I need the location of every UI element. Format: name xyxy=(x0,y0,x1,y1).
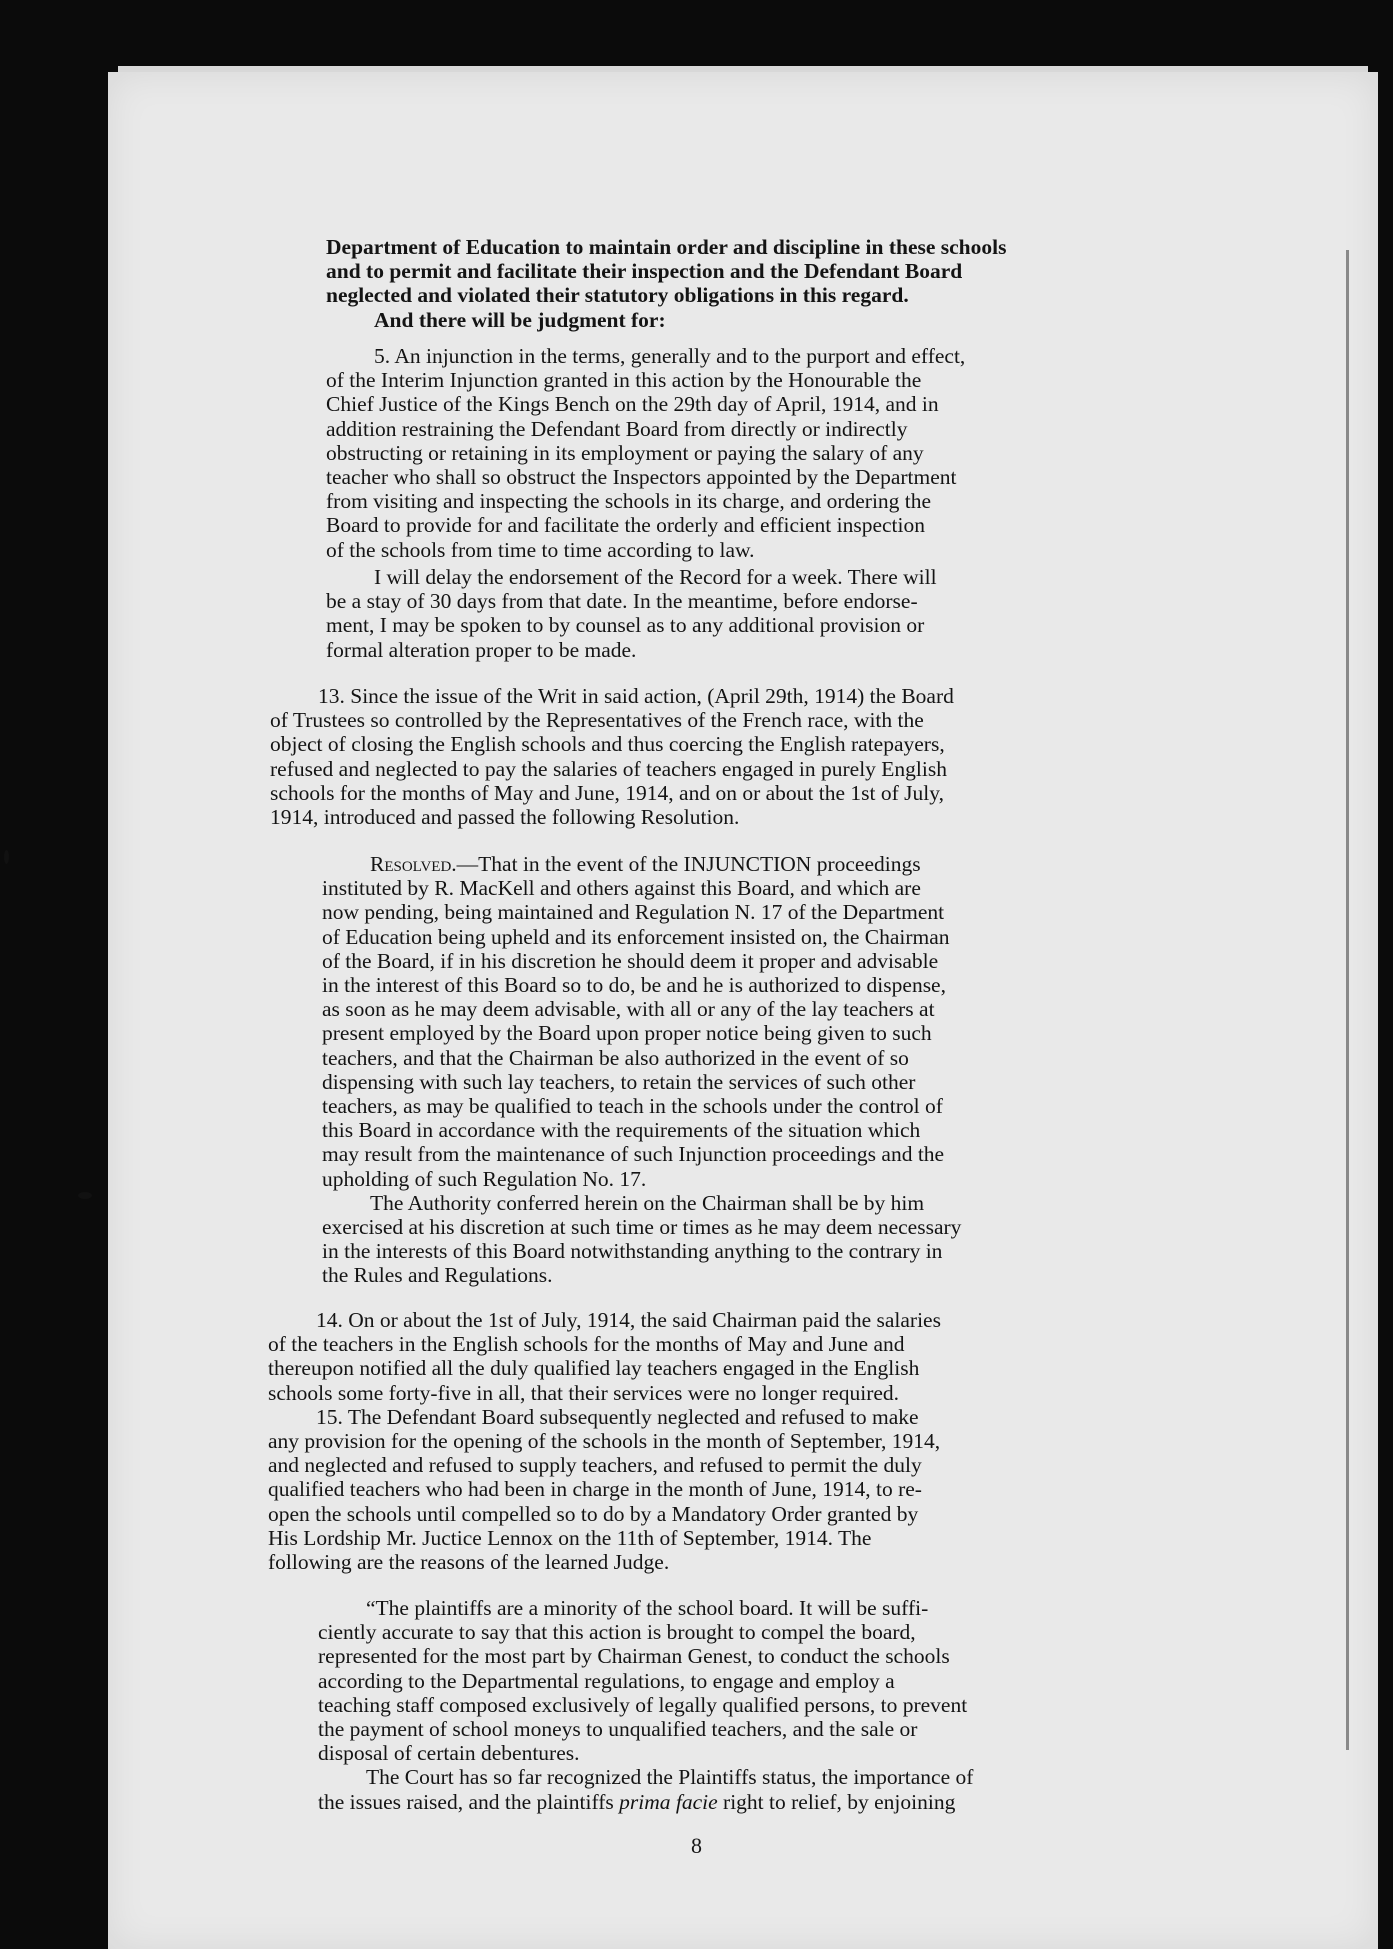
section-continuation xyxy=(326,235,1168,332)
text-line: Chief Justice of the Kings Bench on the 29th day of April, 1914, and in xyxy=(326,392,939,417)
resolved-label: Resolved xyxy=(370,852,452,876)
text-line: His Lordship Mr. Juctice Lennox on the 11th of September, 1914. The xyxy=(268,1525,872,1550)
text-line: The Court has so far recognized the Plaintiffs status, the importance of xyxy=(366,1765,974,1790)
scan-speck xyxy=(78,1192,92,1199)
binding-edge xyxy=(1346,250,1349,1750)
scan-speck xyxy=(4,850,9,864)
text-line: as soon as he may deem advisable, with all or any of the lay teachers at xyxy=(322,997,935,1022)
italic-term: prima facie xyxy=(619,1789,718,1814)
text-line: .—That in the event of the INJUNCTION proceedings xyxy=(451,852,921,876)
text-line: any provision for the opening of the schools in the month of September, 1914, xyxy=(268,1429,941,1454)
text-line: of Trustees so controlled by the Representatives of the French race, with the xyxy=(270,708,924,733)
text-line: the payment of school moneys to unqualified teachers, and the sale or xyxy=(318,1717,918,1742)
text-line: be a stay of 30 days from that date. In the meantime, before endorse- xyxy=(326,589,918,614)
text-span: the issues raised, and the plaintiffs xyxy=(318,1789,620,1814)
text-line: of the Board, if in his discretion he should deem it proper and advisable xyxy=(322,948,939,973)
paragraphs-14-15 xyxy=(268,1308,1164,1574)
text-line: schools some forty-five in all, that their services were no longer required. xyxy=(268,1380,900,1405)
text-line: open the schools until compelled so to do by a Mandatory Order granted by xyxy=(268,1501,919,1526)
text-line: teaching staff composed exclusively of legally qualified persons, to prevent xyxy=(318,1692,968,1717)
page-number: 8 xyxy=(691,1833,702,1858)
text-line: Department of Education to maintain order and discipline in these schools xyxy=(326,235,1007,259)
text-line: refused and neglected to pay the salaries of teachers engaged in purely English xyxy=(270,756,947,781)
text-line: I will delay the endorsement of the Record for a week. There will xyxy=(374,565,937,589)
text-line: obstructing or retaining in its employment or paying the salary of any xyxy=(326,440,924,465)
text-line: of the schools from time to time according to law. xyxy=(326,537,755,562)
text-line: following are the reasons of the learned Judge. xyxy=(268,1550,670,1575)
text-line: disposal of certain debentures. xyxy=(318,1741,580,1766)
text-line xyxy=(318,1790,1164,1814)
text-line: teacher who shall so obstruct the Inspectors appointed by the Department xyxy=(326,465,957,490)
text-line: now pending, being maintained and Regulation N. 17 of the Department xyxy=(322,900,945,925)
paragraph-13 xyxy=(270,684,1166,829)
text-line: the Rules and Regulations. xyxy=(322,1263,553,1288)
text-line: qualified teachers who had been in charge in the month of June, 1914, to re- xyxy=(268,1477,922,1502)
text-line: in the interests of this Board notwithstanding anything to the contrary in xyxy=(322,1239,943,1264)
text-line: 5. An injunction in the terms, generally and to the purport and effect, xyxy=(374,344,966,368)
text-line: may result from the maintenance of such Injunction proceedings and the xyxy=(322,1142,945,1167)
text-line: 15. The Defendant Board subsequently neglected and refused to make xyxy=(316,1404,919,1429)
text-line: and to permit and facilitate their inspection and the Defendant Board xyxy=(326,259,963,284)
endorsement-paragraph xyxy=(326,565,1168,662)
text-line: in the interest of this Board so to do, be and he is authorized to dispense, xyxy=(322,973,946,998)
text-line: present employed by the Board upon proper notice being given to such xyxy=(322,1021,932,1046)
text-line: of the teachers in the English schools for the months of May and June and xyxy=(268,1332,905,1357)
text-line: represented for the most part by Chairman Genest, to conduct the schools xyxy=(318,1644,950,1669)
text-line: of the Interim Injunction granted in this action by the Honourable the xyxy=(326,368,922,393)
text-line: and neglected and refused to supply teachers, and refused to permit the duly xyxy=(268,1453,922,1478)
text-line: this Board in accordance with the requirements of the situation which xyxy=(322,1118,921,1143)
judgment-item-5 xyxy=(326,344,1168,562)
text-span: right to relief, by enjoining xyxy=(717,1789,956,1814)
text-line: according to the Departmental regulations, to engage and employ a xyxy=(318,1668,895,1693)
text-line: instituted by R. MacKell and others against this Board, and which are xyxy=(322,876,921,901)
text-line: ciently accurate to say that this action is brought to compel the board, xyxy=(318,1620,916,1645)
text-line: schools for the months of May and June, 1914, and on or about the 1st of July, xyxy=(270,780,944,805)
text-line: 14. On or about the 1st of July, 1914, the said Chairman paid the salaries xyxy=(316,1308,941,1332)
text-line: ment, I may be spoken to by counsel as to any additional provision or xyxy=(326,613,925,638)
judge-quote xyxy=(318,1596,1164,1814)
text-line: thereupon notified all the duly qualified lay teachers engaged in the English xyxy=(268,1356,920,1381)
text-line: formal alteration proper to be made. xyxy=(326,637,637,662)
text-line: addition restraining the Defendant Board from directly or indirectly xyxy=(326,416,908,441)
resolution xyxy=(322,852,1164,1288)
text-line: teachers, as may be qualified to teach in the schools under the control of xyxy=(322,1094,943,1119)
text-line: The Authority conferred herein on the Chairman shall be by him xyxy=(370,1190,925,1215)
text-line: 1914, introduced and passed the following Resolution. xyxy=(270,805,740,830)
text-line: 13. Since the issue of the Writ in said action, (April 29th, 1914) the Board xyxy=(318,684,954,708)
text-line: from visiting and inspecting the schools in its charge, and ordering the xyxy=(326,489,932,514)
text-line: Board to provide for and facilitate the orderly and efficient inspection xyxy=(326,513,925,538)
text-line: teachers, and that the Chairman be also authorized in the event of so xyxy=(322,1045,909,1070)
text-line: And there will be judgment for: xyxy=(374,307,666,332)
text-line: dispensing with such lay teachers, to retain the services of such other xyxy=(322,1069,916,1094)
text-line: “The plaintiffs are a minority of the school board. It will be suffi- xyxy=(366,1596,929,1620)
text-line: of Education being upheld and its enforcement insisted on, the Chairman xyxy=(322,924,950,949)
text-line: upholding of such Regulation No. 17. xyxy=(322,1166,647,1191)
text-line: neglected and violated their statutory obligations in this regard. xyxy=(326,283,909,308)
text-line: exercised at his discretion at such time or times as he may deem necessary xyxy=(322,1215,962,1240)
text-line: object of closing the English schools and thus coercing the English ratepayers, xyxy=(270,732,945,757)
